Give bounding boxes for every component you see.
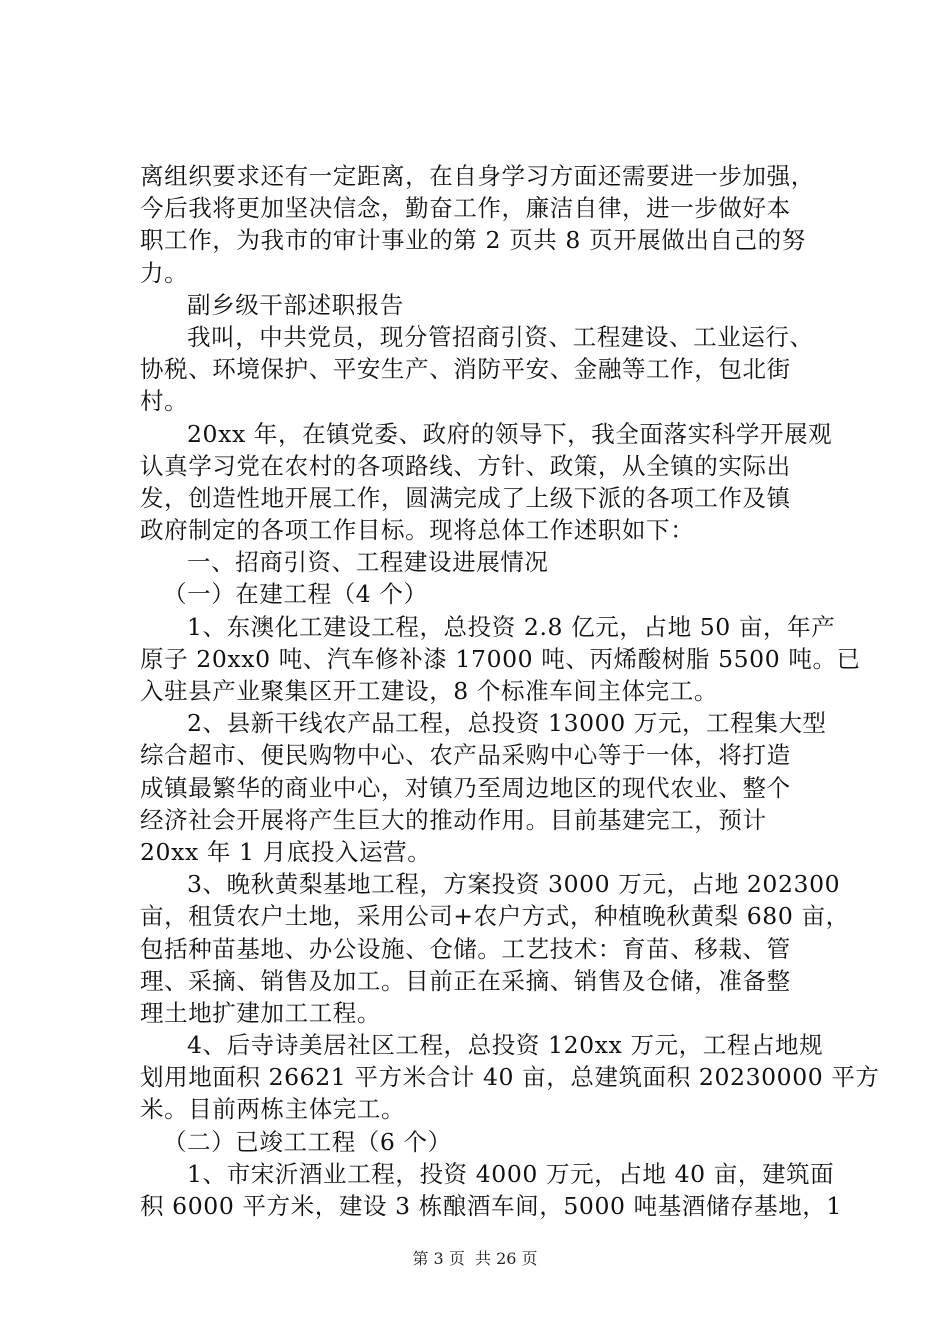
- text-line: 我叫，中共党员，现分管招商引资、工程建设、工业运行、: [187, 322, 814, 351]
- page-footer: [0, 1246, 950, 1269]
- text-line: 村。: [140, 387, 189, 416]
- text-line: （二）已竣工工程（6 个）: [163, 1127, 452, 1156]
- text-line: 入驻县产业聚集区开工建设，8 个标准车间主体完工。: [140, 677, 718, 705]
- text-line: 划用地面积 26621 平方米合计 40 亩，总建筑面积 20230000 平方: [140, 1063, 880, 1092]
- document-body: [140, 160, 880, 1222]
- text-line: （一）在建工程（4 个）: [163, 580, 428, 609]
- text-line: 2、县新干线农产品工程，总投资 13000 万元，工程集大型: [187, 709, 827, 738]
- text-line: 积 6000 平方米，建设 3 栋酿酒车间，5000 吨基酒储存基地，1: [140, 1192, 842, 1220]
- text-line: 协税、环境保护、平安生产、消防平安、金融等工作，包北街: [140, 355, 791, 384]
- text-line: 4、后寺诗美居社区工程，总投资 120xx 万元，工程占地规: [187, 1031, 824, 1060]
- page-number-label: 第 3 页 共 26 页: [412, 1249, 538, 1268]
- text-line: 认真学习党在农村的各项路线、方针、政策，从全镇的实际出: [140, 451, 791, 480]
- text-line: 20xx 年，在镇党委、政府的领导下，我全面落实科学开展观: [187, 419, 833, 448]
- text-line: 原子 20xx0 吨、汽车修补漆 17000 吨、丙烯酸树脂 5500 吨。已: [140, 644, 861, 673]
- text-line: 政府制定的各项工作目标。现将总体工作述职如下：: [140, 516, 695, 545]
- text-line: 力。: [140, 258, 189, 287]
- text-line: 离组织要求还有一定距离，在自身学习方面还需要进一步加强，: [140, 162, 815, 190]
- text-line: 理土地扩建加工工程。: [140, 998, 381, 1027]
- text-line: 一、招商引资、工程建设进展情况: [187, 548, 549, 577]
- text-line: 亩，租赁农户土地，采用公司+农户方式，种植晚秋黄梨 680 亩，: [140, 902, 850, 931]
- text-line: 3、晚秋黄梨基地工程，方案投资 3000 万元，占地 202300: [187, 870, 841, 899]
- text-line: 副乡级干部述职报告: [187, 290, 404, 319]
- text-line: 米。目前两栋主体完工。: [140, 1095, 406, 1124]
- text-line: 1、市宋沂酒业工程，投资 4000 万元，占地 40 亩，建筑面: [187, 1159, 835, 1188]
- text-line: 包括种苗基地、办公设施、仓储。工艺技术：育苗、移栽、管: [140, 934, 791, 963]
- text-line: 理、采摘、销售及加工。目前正在采摘、销售及仓储，准备整: [140, 966, 791, 995]
- text-line: 综合超市、便民购物中心、农产品采购中心等于一体，将打造: [140, 741, 791, 770]
- text-line: 1、东澳化工建设工程，总投资 2.8 亿元，占地 50 亩，年产: [187, 612, 836, 641]
- text-line: 发，创造性地开展工作，圆满完成了上级下派的各项工作及镇: [140, 483, 791, 512]
- text-line: 经济社会开展将产生巨大的推动作用。目前基建完工，预计: [140, 805, 767, 834]
- text-line: 20xx 年 1 月底投入运营。: [140, 837, 432, 866]
- text-line: 今后我将更加坚决信念，勤奋工作，廉洁自律，进一步做好本: [140, 194, 791, 223]
- text-line: 职工作，为我市的审计事业的第 2 页共 8 页开展做出自己的努: [140, 226, 806, 255]
- text-line: 成镇最繁华的商业中心，对镇乃至周边地区的现代农业、整个: [140, 773, 791, 802]
